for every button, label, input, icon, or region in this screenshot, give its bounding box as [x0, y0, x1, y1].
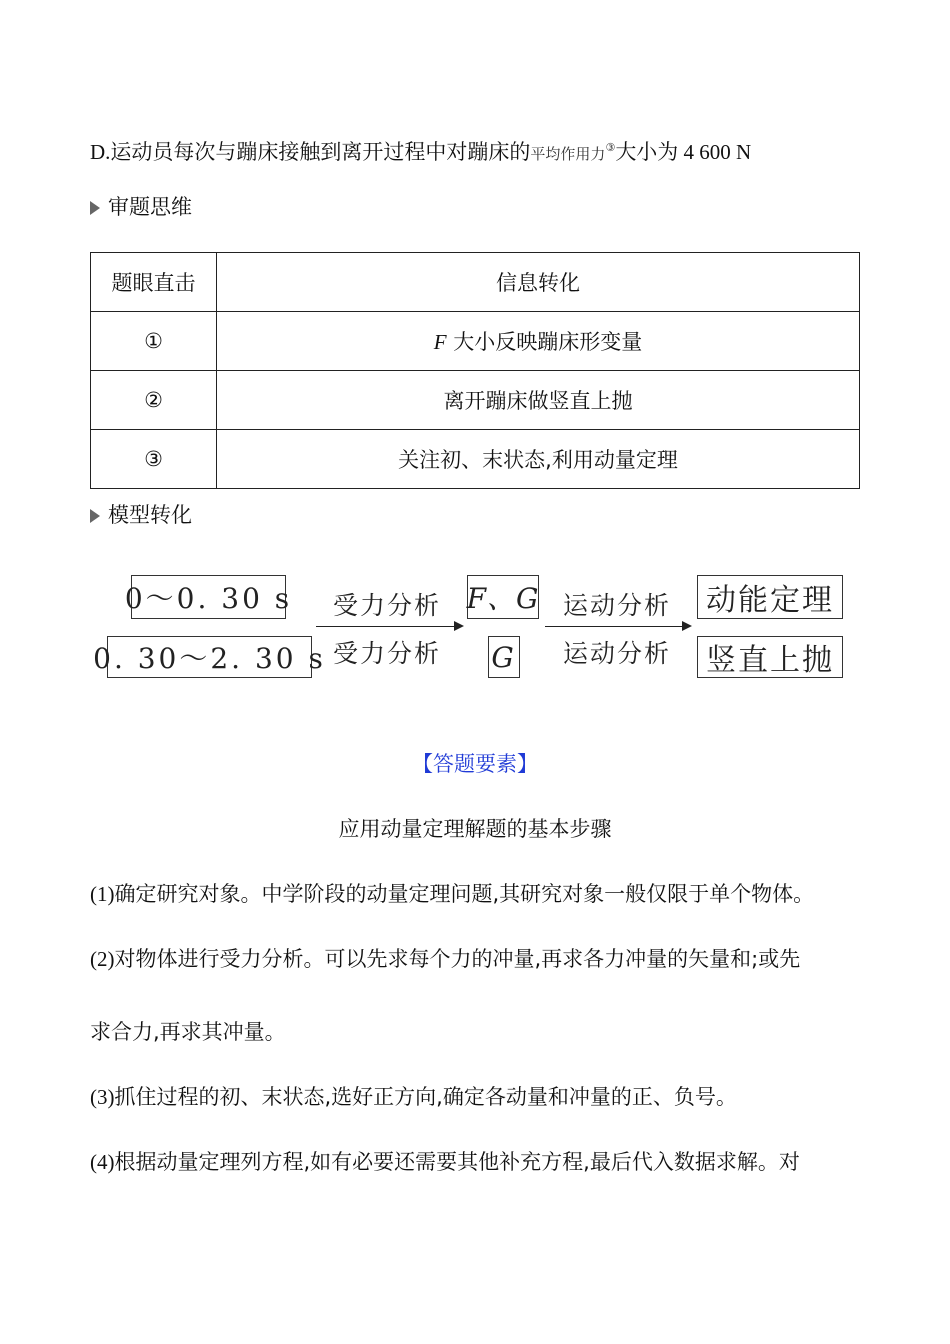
table-key-cell: ③: [91, 430, 217, 489]
model-label-motion-top: 运动分析: [563, 591, 672, 620]
italic-var: F: [433, 330, 447, 354]
option-d-suffix: 大小为 4 600 N: [615, 140, 752, 164]
triangle-bullet-icon: [90, 509, 100, 523]
model-forces-top-box: F、G: [467, 575, 539, 619]
table-header-row: [91, 253, 860, 312]
model-forces-bottom-box: G: [488, 636, 520, 678]
answer-header: 【答题要素】: [412, 752, 538, 776]
table-row: [91, 312, 860, 371]
model-stage1-box: 0～0. 30 s: [131, 575, 286, 619]
table-value-cell: [217, 312, 860, 371]
table-value-cell: [217, 371, 860, 430]
option-d-mark: ③: [605, 141, 616, 154]
triangle-bullet-icon: [90, 201, 100, 215]
step-number: (3): [90, 1085, 115, 1109]
model-result-bottom-box: 竖直上抛: [697, 636, 843, 678]
option-d-prefix: D.运动员每次与蹦床接触到离开过程中对蹦床的: [90, 140, 531, 164]
arrow-right-icon: [316, 626, 462, 627]
step-text: 确定研究对象。中学阶段的动量定理问题,其研究对象一般仅限于单个物体。: [114, 882, 815, 906]
table-row: [91, 430, 860, 489]
step-text: 抓住过程的初、末状态,选好正方向,确定各动量和冲量的正、负号。: [114, 1085, 737, 1109]
step-item: [90, 878, 814, 908]
step-text: 求合力,再求其冲量。: [90, 1020, 286, 1044]
table-header-cell: 信息转化: [217, 253, 860, 312]
step-item: [90, 1016, 286, 1046]
table-value-text: 离开蹦床做竖直上抛: [443, 389, 633, 413]
section-title-review: [90, 191, 192, 221]
step-text: 根据动量定理列方程,如有必要还需要其他补充方程,最后代入数据求解。对: [114, 1150, 800, 1174]
section-title-text: 模型转化: [108, 503, 192, 527]
table-header-cell: 题眼直击: [91, 253, 217, 312]
step-number: (4): [90, 1150, 115, 1174]
model-stage2-box: 0. 30～2. 30 s: [107, 636, 312, 678]
model-result-top-box: 动能定理: [697, 575, 843, 619]
steps-title: 应用动量定理解题的基本步骤: [338, 817, 612, 841]
table-key-cell: ①: [91, 312, 217, 371]
step-item: [90, 1146, 800, 1176]
table-value-text: 大小反映蹦床形变量: [446, 330, 643, 354]
table-value-cell: [217, 430, 860, 489]
analysis-table: [90, 252, 860, 489]
step-item: [90, 943, 800, 973]
step-item: [90, 1081, 737, 1111]
table-row: [91, 371, 860, 430]
section-title-text: 审题思维: [108, 195, 192, 219]
arrow-right-icon: [545, 626, 690, 627]
section-title-model: [90, 499, 192, 529]
model-label-force-top: 受力分析: [333, 591, 442, 620]
model-label-force-bottom: 受力分析: [333, 639, 442, 668]
step-number: (2): [90, 947, 115, 971]
table-key-cell: ②: [91, 371, 217, 430]
option-d-annotated: 平均作用力: [530, 145, 606, 163]
table-value-text: 关注初、末状态,利用动量定理: [398, 448, 678, 472]
step-text: 对物体进行受力分析。可以先求每个力的冲量,再求各力冲量的矢量和;或先: [114, 947, 801, 971]
option-d: [90, 136, 751, 166]
model-label-motion-bottom: 运动分析: [563, 639, 672, 668]
step-number: (1): [90, 882, 115, 906]
